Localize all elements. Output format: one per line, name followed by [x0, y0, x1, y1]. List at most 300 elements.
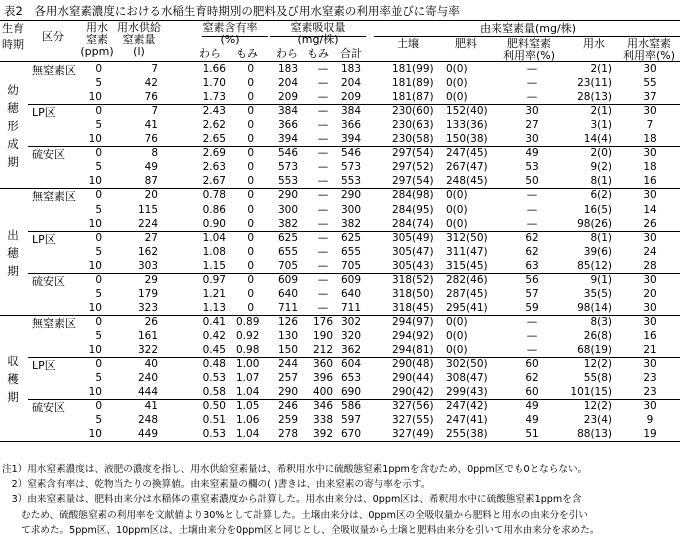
table-cell: 7 — [151, 105, 158, 118]
table-cell: 181(89) — [392, 77, 434, 90]
table-cell: 7 — [646, 119, 654, 132]
table-cell: 0.41 — [202, 315, 226, 328]
group-label: LP区 — [32, 106, 56, 120]
period-label-char: 穂 — [7, 245, 19, 260]
table-cell: 51 — [525, 428, 539, 441]
table-cell: 609 — [277, 273, 299, 286]
table-cell: 597 — [340, 414, 362, 427]
table-cell: 1.05 — [236, 400, 260, 413]
header-content: 窒素含有率 — [202, 21, 258, 34]
table-cell: 30 — [643, 400, 657, 413]
table-cell: 0.89 — [236, 315, 260, 328]
table-cell: 0 — [247, 287, 254, 300]
table-cell: 0.86 — [202, 203, 226, 216]
table-cell: 181(87) — [392, 91, 434, 104]
table-cell: 55(8) — [583, 372, 612, 385]
table-cell: 284(98) — [392, 189, 434, 202]
table-cell: 49 — [525, 400, 539, 413]
table-cell: 0(0) — [446, 203, 468, 216]
table-cell: 12(2) — [583, 400, 612, 413]
table-cell: 1.15 — [202, 259, 226, 272]
table-cell: 7 — [151, 63, 158, 75]
table-cell: 0 — [95, 189, 102, 202]
table-cell: 287(45) — [446, 287, 488, 300]
table-cell: 690 — [340, 386, 362, 399]
table-cell: 284(95) — [392, 203, 434, 216]
table-cell: — — [317, 287, 329, 300]
table-cell: 0 — [247, 189, 254, 202]
table-cell: 0(0) — [446, 77, 468, 90]
table-cell: 0 — [247, 273, 254, 286]
group-label: 無窒素区 — [32, 316, 76, 330]
table-cell: 62 — [525, 372, 539, 385]
table-cell: 546 — [277, 147, 299, 160]
table-cell: 41 — [144, 400, 158, 413]
table-cell: 0.97 — [202, 273, 226, 286]
table-cell: 396 — [312, 372, 334, 385]
group-label: 無窒素区 — [32, 190, 76, 204]
table-cell: 18 — [643, 161, 657, 174]
table-cell: 0 — [247, 175, 254, 188]
table-cell: 0.78 — [202, 189, 226, 202]
table-cell: 400 — [312, 386, 334, 399]
table-cell: 209 — [277, 91, 299, 104]
table-cell: 12(2) — [583, 358, 612, 371]
header-uptake: 窒素吸収量 — [290, 21, 346, 34]
table-cell: 181(99) — [392, 63, 434, 75]
table-cell: 9 — [646, 414, 654, 427]
table-cell: 30 — [643, 189, 657, 202]
header-concentration: (ppm) — [80, 45, 114, 58]
table-cell: 126 — [277, 315, 299, 328]
table-cell: 546 — [340, 147, 362, 160]
header-origin-sub: 用水窒素 — [627, 37, 671, 50]
table-cell: 56 — [525, 273, 539, 286]
table-cell: 10 — [88, 259, 102, 272]
table-cell: — — [317, 147, 329, 160]
table-cell: — — [526, 203, 538, 216]
table-cell: 230(60) — [392, 105, 434, 118]
table-cell: 384 — [277, 105, 299, 118]
table-cell: 27 — [144, 231, 158, 244]
table-cell: — — [317, 63, 329, 75]
table-cell: 37 — [643, 91, 657, 104]
table-cell: 60 — [525, 358, 539, 371]
table-cell: 98(26) — [577, 217, 612, 230]
table-cell: 10 — [88, 344, 102, 356]
table-cell: 0 — [95, 273, 102, 286]
table-cell: 0 — [247, 147, 254, 160]
data-table — [0, 20, 680, 458]
table-cell: — — [526, 344, 538, 356]
table-cell: 1.00 — [236, 358, 260, 371]
table-cell: 150 — [277, 344, 299, 356]
table-cell: 35(5) — [583, 287, 612, 300]
table-cell: 0 — [95, 315, 102, 328]
table-cell: 23(11) — [577, 77, 612, 90]
table-cell: 248 — [137, 414, 158, 427]
table-cell: 230(63) — [392, 119, 434, 132]
table-cell: 640 — [340, 287, 362, 300]
header-uptake: (mg/株) — [297, 33, 339, 46]
table-cell: 322 — [137, 344, 158, 356]
table-cell: 0.53 — [202, 372, 226, 385]
table-cell: 24 — [643, 245, 657, 258]
table-cell: 609 — [340, 273, 362, 286]
table-cell: 5 — [95, 77, 102, 90]
table-cell: 311(47) — [446, 245, 488, 258]
table-cell: 366 — [277, 119, 299, 132]
table-cell: 0.45 — [202, 344, 226, 356]
table-cell: 49 — [525, 414, 539, 427]
table-cell: 20 — [144, 189, 158, 202]
table-cell: — — [317, 133, 329, 146]
table-cell: — — [317, 175, 329, 188]
table-cell: 360 — [312, 358, 334, 371]
table-cell: 297(54) — [392, 175, 434, 188]
table-cell: 382 — [277, 217, 299, 230]
table-cell: 10 — [88, 91, 102, 104]
table-cell: — — [317, 161, 329, 174]
header-uptake-sub: もみ — [307, 47, 329, 60]
table-cell: 0(0) — [446, 344, 468, 356]
header-content: (%) — [220, 33, 240, 46]
table-cell: 0 — [95, 358, 102, 371]
table-cell: 247(41) — [446, 414, 488, 427]
table-cell: 318(52) — [392, 273, 434, 286]
period-label-char: 出 — [7, 227, 19, 242]
header-group: 区分 — [42, 30, 64, 43]
table-cell: 0 — [247, 77, 254, 90]
table-cell: 30 — [643, 358, 657, 371]
table-cell: 0(0) — [446, 315, 468, 328]
table-cell: 1.04 — [202, 231, 226, 244]
table-cell: 295(41) — [446, 301, 488, 314]
group-label: LP区 — [32, 232, 56, 246]
table-cell: 2.65 — [202, 133, 226, 146]
table-cell: 573 — [340, 161, 362, 174]
note-line: 注1）用水窒素濃度は、液肥の濃度を指し、用水供給窒素量は、希釈用水中に硫酸態窒素1ppmを含むため、0ppm区でも0とならない。 — [2, 464, 588, 475]
table-cell: 23 — [643, 372, 657, 385]
period-label-char: 形 — [7, 119, 19, 134]
table-cell: 16 — [643, 175, 657, 188]
table-cell: 30 — [643, 63, 657, 75]
group-label: LP区 — [32, 359, 56, 373]
table-cell: — — [317, 119, 329, 132]
table-cell: 23(4) — [583, 414, 612, 427]
table-cell: 5 — [95, 329, 102, 342]
table-cell: 2(1) — [590, 105, 612, 118]
table-cell: 1.13 — [202, 301, 226, 314]
table-cell: 55 — [643, 77, 657, 90]
table-cell: — — [317, 273, 329, 286]
table-cell: 2.43 — [202, 105, 226, 118]
table-cell: 10 — [88, 133, 102, 146]
table-cell: 0 — [247, 245, 254, 258]
table-cell: 130 — [277, 329, 299, 342]
table-cell: 290 — [277, 189, 299, 202]
header-origin: 由来窒素量(mg/株) — [480, 22, 576, 35]
table-title: 表2 各用水窒素濃度における水稲生育時期別の肥料及び用水窒素の利用率並びに寄与率 — [4, 4, 460, 18]
table-cell: 30 — [643, 315, 657, 328]
table-cell: 85(12) — [577, 259, 612, 272]
table-cell: 338 — [312, 414, 334, 427]
table-cell: 0 — [247, 91, 254, 104]
table-cell: 0(0) — [446, 189, 468, 202]
table-cell: 204 — [277, 77, 299, 90]
table-cell: 282(46) — [446, 273, 488, 286]
table-cell: 705 — [277, 259, 299, 272]
table-cell: 183 — [340, 63, 362, 75]
table-cell: — — [526, 329, 538, 342]
table-cell: 30 — [525, 105, 539, 118]
table-cell: 9(2) — [590, 161, 612, 174]
table-cell: 394 — [340, 133, 362, 146]
table-cell: 29 — [144, 273, 158, 286]
table-cell: 0 — [247, 231, 254, 244]
table-cell: 2.62 — [202, 119, 226, 132]
table-cell: 60 — [525, 386, 539, 399]
table-cell: 346 — [312, 400, 334, 413]
table-cell: 3(1) — [590, 119, 612, 132]
header-content-sub: わら — [199, 47, 221, 60]
table-cell: 625 — [340, 231, 362, 244]
table-cell: 0 — [95, 105, 102, 118]
table-cell: 653 — [340, 372, 362, 385]
table-cell: 297(52) — [392, 161, 434, 174]
table-cell: 312(50) — [446, 231, 488, 244]
table-cell: 2.69 — [202, 147, 226, 160]
table-cell: 41 — [144, 119, 158, 132]
table-cell: 294(97) — [392, 315, 434, 328]
note-line: むため、硫酸態窒素の利用率を文献値より30%として計算した。土壌由来分は、0ppm区の全吸収量から肥料と用水の由来分を引い — [2, 509, 588, 521]
table-cell: 53 — [525, 161, 539, 174]
table-cell: — — [317, 91, 329, 104]
table-cell: 318(45) — [392, 301, 434, 314]
table-cell: — — [317, 203, 329, 216]
table-cell: 2.63 — [202, 161, 226, 174]
table-cell: 394 — [277, 133, 299, 146]
table-cell: 248(45) — [446, 175, 488, 188]
table-cell: 625 — [277, 231, 299, 244]
header-uptake-sub: わら — [276, 47, 298, 60]
period-label-char: 幼 — [7, 83, 19, 98]
table-cell: 224 — [137, 217, 158, 230]
table-cell: 711 — [340, 301, 362, 314]
table-cell: 366 — [340, 119, 362, 132]
table-cell: 20 — [643, 287, 657, 300]
table-cell: 327(49) — [392, 428, 434, 441]
table-cell: 183 — [277, 63, 299, 75]
table-cell: 26(8) — [583, 329, 612, 342]
table-cell: — — [526, 315, 538, 328]
table-cell: 300 — [277, 203, 299, 216]
table-cell: 42 — [144, 77, 158, 90]
table-cell: 204 — [340, 77, 362, 90]
period-label-char: 期 — [7, 390, 19, 405]
table-cell: 294(81) — [392, 344, 434, 356]
table-cell: 305(47) — [392, 245, 434, 258]
table-cell: 297(54) — [392, 147, 434, 160]
table-cell: 0 — [247, 301, 254, 314]
table-cell: 553 — [340, 175, 362, 188]
table-cell: 162 — [137, 245, 158, 258]
table-cell: 305(43) — [392, 259, 434, 272]
table-cell: 1.04 — [236, 386, 260, 399]
period-label-char: 期 — [7, 263, 19, 278]
table-cell: 294(92) — [392, 329, 434, 342]
table-cell: 59 — [525, 301, 539, 314]
table-cell: 9(1) — [590, 273, 612, 286]
table-cell: 0 — [95, 63, 102, 75]
table-cell: 0 — [247, 203, 254, 216]
table-cell: 0(0) — [446, 329, 468, 342]
table-cell: 26 — [643, 217, 657, 230]
table-cell: 5 — [95, 287, 102, 300]
table-cell: 40 — [144, 358, 158, 371]
table-cell: 586 — [340, 400, 362, 413]
table-cell: 0 — [95, 400, 102, 413]
table-cell: 290 — [277, 386, 299, 399]
table-cell: 23 — [643, 386, 657, 399]
table-cell: 0 — [95, 147, 102, 160]
table-cell: 711 — [277, 301, 299, 314]
table-cell: 573 — [277, 161, 299, 174]
table-cell: 302(50) — [446, 358, 488, 371]
table-cell: 230(58) — [392, 133, 434, 146]
group-label: 無窒素区 — [32, 64, 76, 77]
table-cell: 0(0) — [446, 63, 468, 75]
table-cell: 2(0) — [590, 147, 612, 160]
header-origin-sub2: 利用率(%) — [502, 49, 556, 62]
table-cell: 212 — [312, 344, 334, 356]
table-cell: — — [317, 259, 329, 272]
table-cell: 16 — [643, 329, 657, 342]
table-cell: 305(49) — [392, 231, 434, 244]
header-concentration: 窒素 — [86, 33, 108, 46]
table-cell: 0 — [247, 217, 254, 230]
table-cell: 16(5) — [583, 203, 612, 216]
table-cell: 21 — [643, 344, 657, 356]
table-cell: 327(56) — [392, 400, 434, 413]
table-cell: 39(6) — [583, 245, 612, 258]
table-cell: 655 — [277, 245, 299, 258]
table-cell: — — [526, 189, 538, 202]
table-cell: 62 — [525, 245, 539, 258]
table-cell: — — [317, 217, 329, 230]
table-cell: 0.48 — [202, 358, 226, 371]
table-cell: — — [317, 245, 329, 258]
table-cell: 244 — [277, 358, 299, 371]
table-cell: 300 — [340, 203, 362, 216]
period-label-char: 期 — [7, 155, 19, 170]
header-origin-sub: 肥料窒素 — [507, 37, 551, 50]
table-cell: 2(1) — [590, 63, 612, 75]
table-cell: 0 — [247, 161, 254, 174]
table-cell: 0.98 — [236, 344, 260, 356]
header-supply: 用水供給 — [117, 21, 161, 34]
table-cell: 150(38) — [446, 133, 488, 146]
table-cell: 76 — [144, 91, 158, 104]
table-cell: — — [317, 301, 329, 314]
table-cell: 176 — [312, 315, 334, 328]
table-cell: 290(42) — [392, 386, 434, 399]
period-label-char: 成 — [7, 137, 19, 152]
table-cell: 87 — [144, 175, 158, 188]
table-cell: 14(4) — [583, 133, 612, 146]
table-cell: 49 — [144, 161, 158, 174]
table-cell: 26 — [144, 315, 158, 328]
table-cell: — — [317, 189, 329, 202]
header-origin-sub: 土壌 — [397, 37, 419, 50]
table-cell: 62 — [525, 231, 539, 244]
table-cell: 5 — [95, 372, 102, 385]
table-cell: 1.21 — [202, 287, 226, 300]
table-cell: 308(47) — [446, 372, 488, 385]
table-cell: 0 — [247, 63, 254, 75]
table-cell: 327(55) — [392, 414, 434, 427]
header-uptake-sub: 合計 — [340, 47, 362, 60]
table-cell: 1.73 — [202, 91, 226, 104]
table-cell: 161 — [137, 329, 158, 342]
table-cell: 0.51 — [202, 414, 226, 427]
period-label-char: 穂 — [7, 101, 19, 116]
table-cell: 0 — [247, 133, 254, 146]
table-cell: 5 — [95, 161, 102, 174]
table-cell: 655 — [340, 245, 362, 258]
table-cell: 670 — [340, 428, 362, 441]
table-cell: 1.04 — [236, 428, 260, 441]
table-cell: 315(45) — [446, 259, 488, 272]
table-cell: 19 — [643, 428, 657, 441]
table-cell: 88(13) — [577, 428, 612, 441]
header-origin-sub: 肥料 — [455, 37, 477, 50]
table-cell: 240 — [137, 372, 158, 385]
table-cell: 1.70 — [202, 77, 226, 90]
table-cell: 49 — [525, 147, 539, 160]
table-cell: 382 — [340, 217, 362, 230]
table-notes — [2, 462, 678, 538]
table-cell: 290(44) — [392, 372, 434, 385]
table-cell: 6(2) — [590, 189, 612, 202]
table-cell: 323 — [137, 301, 158, 314]
table-cell: 5 — [95, 203, 102, 216]
table-cell: — — [317, 105, 329, 118]
group-label: 硫安区 — [32, 401, 65, 415]
table-cell: 1.07 — [236, 372, 260, 385]
table-cell: 1.06 — [236, 414, 260, 427]
table-cell: 30 — [643, 147, 657, 160]
table-cell: 362 — [340, 344, 362, 356]
table-cell: 267(47) — [446, 161, 488, 174]
table-cell: 2.67 — [202, 175, 226, 188]
table-cell: 255(38) — [446, 428, 488, 441]
table-cell: 290 — [340, 189, 362, 202]
table-cell: 179 — [137, 287, 158, 300]
table-cell: 0(0) — [446, 217, 468, 230]
table-cell: 133(36) — [446, 119, 488, 132]
table-cell: 247(42) — [446, 400, 488, 413]
table-cell: 246 — [277, 400, 299, 413]
table-cell: 10 — [88, 428, 102, 441]
table-cell: 0 — [247, 119, 254, 132]
table-cell: 0 — [247, 105, 254, 118]
header-origin-sub: 用水 — [583, 37, 605, 50]
table-cell: 10 — [88, 301, 102, 314]
table-cell: 8 — [151, 147, 158, 160]
table-cell: — — [526, 91, 538, 104]
table-cell: 27 — [525, 119, 539, 132]
